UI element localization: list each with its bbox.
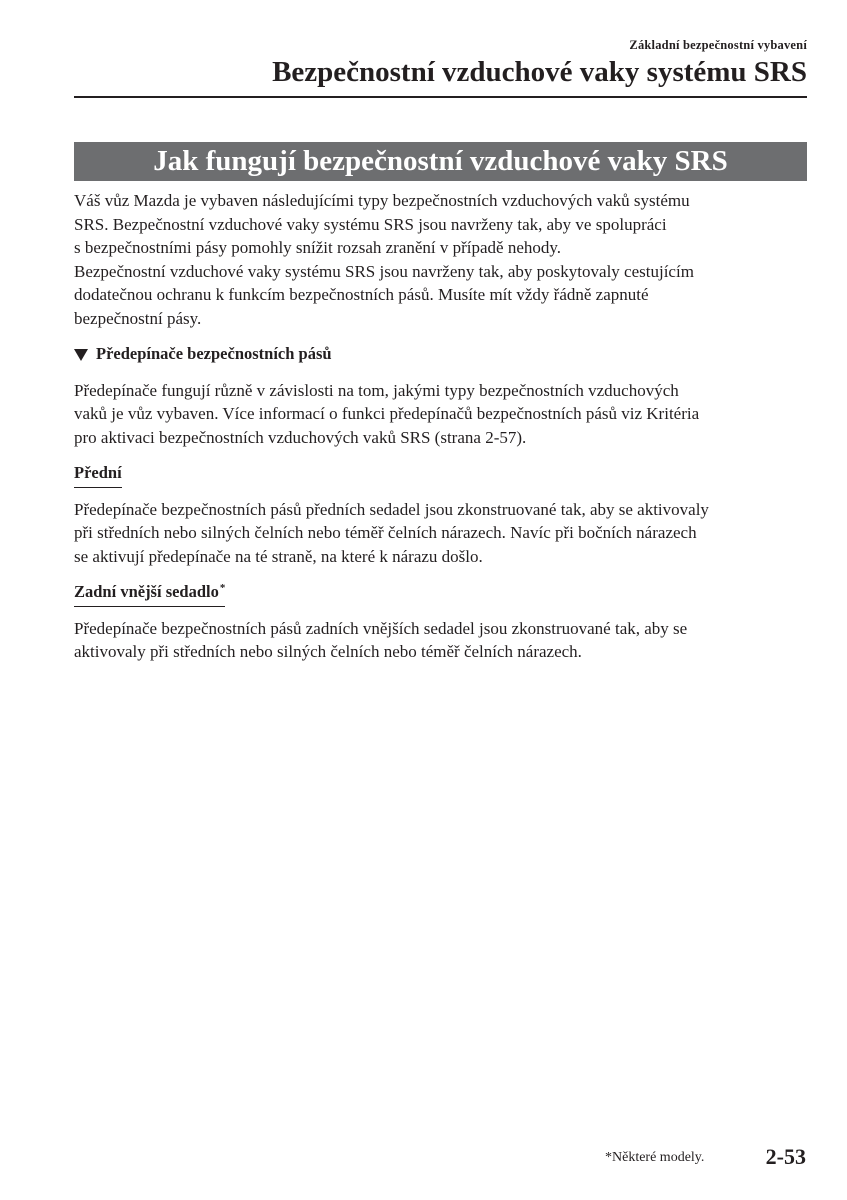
paragraph-line: se aktivují předepínače na té straně, na které k nárazu došlo. bbox=[74, 546, 483, 566]
paragraph-line: pro aktivaci bezpečnostních vzduchových vaků SRS (strana 2-57). bbox=[74, 427, 527, 447]
paragraph-line: Předepínače bezpečnostních pásů zadních vnějších sedadel jsou zkonstruované tak, aby se bbox=[74, 618, 688, 638]
front-heading-label: Přední bbox=[74, 463, 122, 482]
rear-paragraph bbox=[74, 617, 814, 664]
rear-heading bbox=[74, 580, 225, 607]
front-heading bbox=[74, 461, 122, 488]
paragraph-line: aktivovaly při středních nebo silných čelních nebo téměř čelních nárazech. bbox=[74, 642, 582, 661]
running-header-title: Bezpečnostní vzduchové vaky systému SRS bbox=[272, 56, 807, 88]
pretensioners-heading bbox=[74, 342, 814, 366]
rear-heading-label: Zadní vnější sedadlo bbox=[74, 582, 219, 601]
footnote: *Některé modely. bbox=[605, 1150, 705, 1165]
intro-line: bezpečnostní pásy. bbox=[74, 308, 202, 328]
running-header-section: Základní bezpečnostní vybavení bbox=[629, 38, 807, 52]
intro-paragraphs bbox=[74, 189, 814, 330]
content-body bbox=[74, 189, 814, 676]
section-banner: Jak fungují bezpečnostní vzduchové vaky SRS bbox=[74, 142, 807, 181]
intro-line: dodatečnou ochranu k funkcím bezpečnostních pásů. Musíte mít vždy řádně zapnuté bbox=[74, 285, 649, 304]
paragraph-line: Předepínače fungují různě v závislosti na tom, jakými typy bezpečnostních vzduchových bbox=[74, 380, 679, 400]
footnote-mark: * bbox=[219, 581, 226, 594]
pretensioners-heading-label: Předepínače bezpečnostních pásů bbox=[96, 344, 332, 363]
front-paragraph bbox=[74, 498, 814, 569]
paragraph-line: Předepínače bezpečnostních pásů předních sedadel jsou zkonstruované tak, aby se aktivovaly bbox=[74, 499, 709, 519]
header-divider bbox=[74, 96, 807, 98]
intro-line: Váš vůz Mazda je vybaven následujícími typy bezpečnostních vzduchových vaků systému bbox=[74, 191, 690, 210]
paragraph-line: vaků je vůz vybaven. Více informací o funkci předepínačů bezpečnostních pásů viz Kritéria bbox=[74, 404, 700, 423]
paragraph-line: při středních nebo silných čelních nebo téměř čelních nárazech. Navíc při bočních nárazech bbox=[74, 523, 697, 542]
triangle-down-icon bbox=[74, 349, 88, 361]
page-number: 2-53 bbox=[765, 1144, 806, 1169]
intro-line: Bezpečnostní vzduchové vaky systému SRS jsou navrženy tak, aby poskytovaly cestujícím bbox=[74, 261, 694, 281]
pretensioners-paragraph bbox=[74, 379, 814, 450]
intro-line: SRS. Bezpečnostní vzduchové vaky systému SRS jsou navrženy tak, aby ve spolupráci bbox=[74, 214, 667, 234]
intro-line: s bezpečnostními pásy pomohly snížit rozsah zranění v případě nehody. bbox=[74, 238, 562, 257]
